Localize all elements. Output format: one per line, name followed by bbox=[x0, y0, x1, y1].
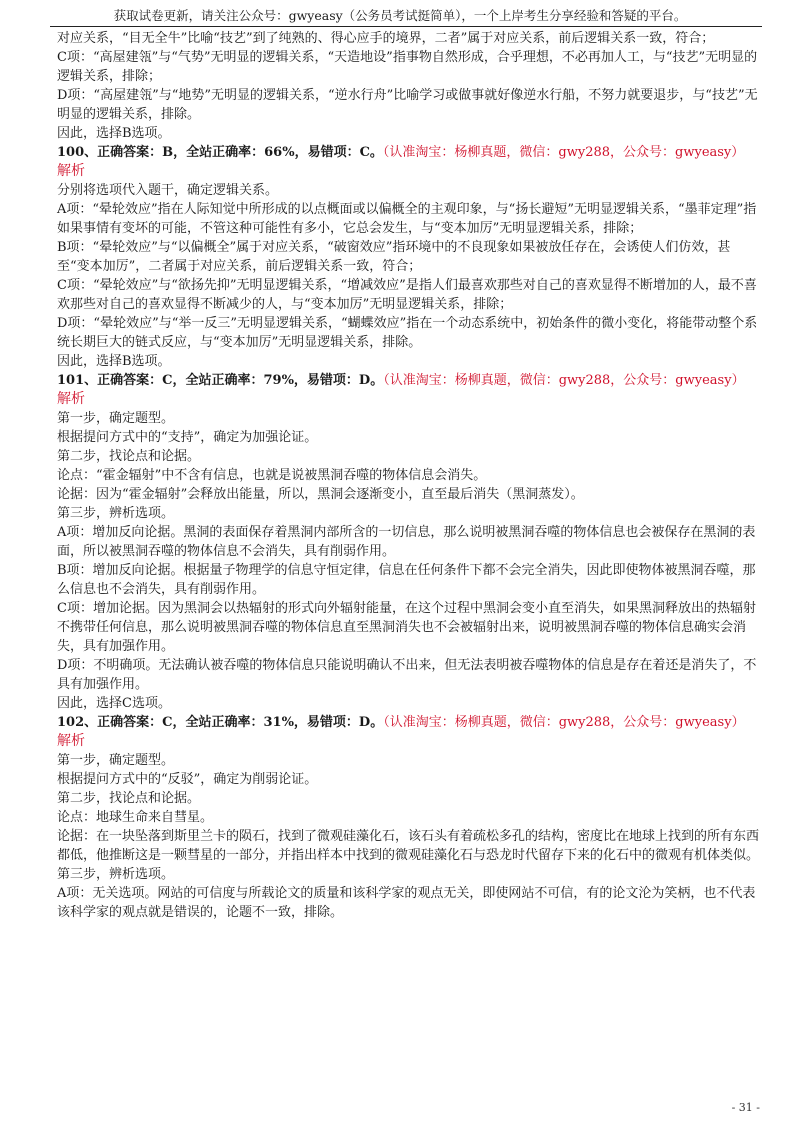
paragraph: 因此，选择B选项。 bbox=[57, 126, 171, 141]
answer-summary: 100、正确答案：B，全站正确率：66%，易错项：C。 bbox=[57, 145, 383, 160]
page-number: - 31 - bbox=[731, 1101, 760, 1114]
page-header: 获取试卷更新，请关注公众号：gwyeasy（公务员考试挺简单），一个上岸考生分享经验和答疑的平台。 bbox=[113, 8, 687, 23]
paragraph: D项：不明确项。无法确认被吞噬的物体信息只能说明确认不出来，但无法表明被吞噬物体的信息是存在着还是消失了，不具有加强作用。 bbox=[57, 658, 757, 692]
answer-line bbox=[57, 143, 762, 162]
analysis-heading: 解析 bbox=[57, 391, 85, 407]
paragraph: 第一步，确定题型。 bbox=[57, 411, 175, 426]
paragraph: 论点：地球生命来自彗星。 bbox=[57, 810, 214, 825]
paragraph: B项：增加反向论据。根据量子物理学的信息守恒定律，信息在任何条件下都不会完全消失，因此即使物体被黑洞吞噬，那么信息也不会消失，具有削弱作用。 bbox=[57, 563, 756, 597]
analysis-heading: 解析 bbox=[57, 163, 85, 179]
header-divider bbox=[50, 26, 762, 27]
paragraph: A项：增加反向论据。黑洞的表面保存着黑洞内部所含的一切信息，那么说明被黑洞吞噬的物体信息也会被保存在黑洞的表面，所以被黑洞吞噬的物体信息不会消失，具有削弱作用。 bbox=[57, 525, 756, 559]
paragraph: 根据提问方式中的“反驳”，确定为削弱论证。 bbox=[57, 772, 318, 787]
paragraph: 论据：在一块坠落到斯里兰卡的陨石，找到了微观硅藻化石，该石头有着疏松多孔的结构，密度比在地球上找到的所有东西都低，他推断这是一颗彗星的一部分，并指出样本中找到的微观硅藻化石与恐龙时代留存下来的化石中的微观有机体类似。 bbox=[57, 829, 760, 863]
source-notice: （认准淘宝：杨柳真题，微信：gwy288，公众号：gwyeasy） bbox=[382, 145, 745, 160]
source-notice: （认准淘宝：杨柳真题，微信：gwy288，公众号：gwyeasy） bbox=[383, 715, 745, 730]
paragraph: C项：增加论据。因为黑洞会以热辐射的形式向外辐射能量，在这个过程中黑洞会变小直至消失，如果黑洞释放出的热辐射不携带任何信息，那么说明被黑洞吞噬的物体信息直至黑洞消失也不会被辐射出来，说明被黑洞吞噬的物体信息确实会消失，具有加强作用。 bbox=[57, 601, 756, 654]
paragraph: 分别将选项代入题干，确定逻辑关系。 bbox=[57, 183, 279, 198]
paragraph: 对应关系，“目无全牛”比喻“技艺”到了纯熟的、得心应手的境界，二者”属于对应关系，前后逻辑关系一致，符合； bbox=[57, 31, 715, 46]
paragraph: C项：“晕轮效应”与“欲扬先抑”无明显逻辑关系，“增减效应”是指人们最喜欢那些对自己的喜欢显得不断增加的人，最不喜欢那些对自己的喜欢显得不断减少的人，与“变本加厉”无明显逻辑关系，排除； bbox=[57, 278, 757, 312]
answer-summary: 101、正确答案：C，全站正确率：79%，易错项：D。 bbox=[57, 373, 384, 388]
answer-summary: 102、正确答案：C，全站正确率：31%，易错项：D。 bbox=[57, 715, 384, 730]
paragraph: D项：“高屋建瓴”与“地势”无明显的逻辑关系，“逆水行舟”比喻学习或做事就好像逆水行船，不努力就要退步，与“技艺”无明显的逻辑关系，排除。 bbox=[57, 88, 758, 122]
answer-line bbox=[57, 371, 762, 390]
paragraph: 论点：“霍金辐射”中不含有信息，也就是说被黑洞吞噬的物体信息会消失。 bbox=[57, 468, 487, 483]
analysis-heading: 解析 bbox=[57, 733, 85, 749]
paragraph: 论据：因为“霍金辐射”会释放出能量，所以，黑洞会逐渐变小，直至最后消失（黑洞蒸发）。 bbox=[57, 487, 584, 502]
source-notice: （认准淘宝：杨柳真题，微信：gwy288，公众号：gwyeasy） bbox=[383, 373, 745, 388]
paragraph: 第二步，找论点和论据。 bbox=[57, 791, 201, 806]
paragraph: A项：“晕轮效应”指在人际知觉中所形成的以点概面或以偏概全的主观印象，与“扬长避短”无明显逻辑关系，“墨菲定理”指如果事情有变坏的可能，不管这种可能性有多小，它总会发生，与“变本加厉”无明显逻辑关系，排除； bbox=[57, 202, 757, 236]
paragraph: 第一步，确定题型。 bbox=[57, 753, 175, 768]
document-body bbox=[57, 29, 762, 922]
paragraph: 因此，选择B选项。 bbox=[57, 354, 171, 369]
paragraph: B项：“晕轮效应”与“以偏概全”属于对应关系，“破窗效应”指环境中的不良现象如果被放任存在，会诱使人们仿效，甚至“变本加厉”，二者属于对应关系，前后逻辑关系一致，符合； bbox=[57, 240, 731, 274]
paragraph: C项：“高屋建瓴”与“气势”无明显的逻辑关系，“天造地设”指事物自然形成，合乎理想，不必再加人工，与“技艺”无明显的逻辑关系，排除； bbox=[57, 50, 758, 84]
paragraph: 根据提问方式中的“支持”，确定为加强论证。 bbox=[57, 430, 318, 445]
paragraph: A项：无关选项。网站的可信度与所载论文的质量和该科学家的观点无关，即使网站不可信，有的论文沦为笑柄，也不代表该科学家的观点就是错误的，论题不一致，排除。 bbox=[57, 886, 756, 920]
answer-line bbox=[57, 713, 762, 732]
paragraph: D项：“晕轮效应”与“举一反三”无明显逻辑关系，“蝴蝶效应”指在一个动态系统中，初始条件的微小变化，将能带动整个系统长期巨大的链式反应，与“变本加厉”无明显逻辑关系，排除。 bbox=[57, 316, 758, 350]
paragraph: 第三步，辨析选项。 bbox=[57, 867, 175, 882]
paragraph: 因此，选择C选项。 bbox=[57, 696, 171, 711]
paragraph: 第三步，辨析选项。 bbox=[57, 506, 175, 521]
paragraph: 第二步，找论点和论据。 bbox=[57, 449, 201, 464]
